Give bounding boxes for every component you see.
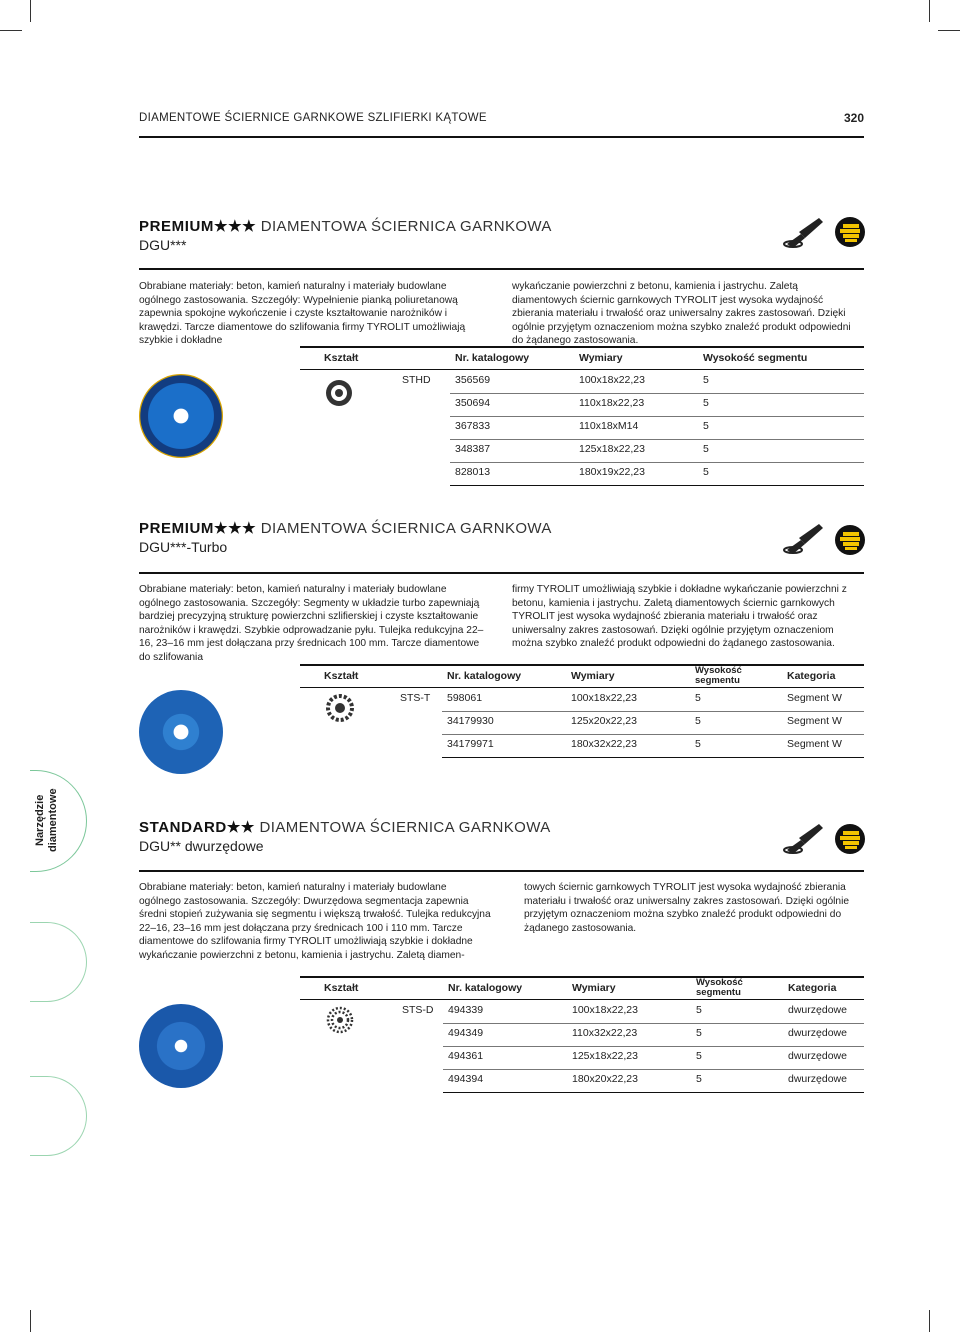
table-row <box>442 688 864 712</box>
table-header-row <box>300 346 864 370</box>
table-row <box>443 1000 864 1024</box>
product-image-sts-t <box>139 690 223 774</box>
segment-height: 5 <box>696 1050 702 1062</box>
category: dwurzędowe <box>788 1073 847 1085</box>
angle-grinder-icon <box>783 214 825 250</box>
crop-mark <box>0 30 22 31</box>
segment-height: 5 <box>703 397 709 409</box>
column-header: Kształt <box>324 982 359 994</box>
category: dwurzędowe <box>788 1027 847 1039</box>
section-subtitle: DGU*** <box>139 237 187 253</box>
side-tab[interactable] <box>30 922 87 1002</box>
table-header-row <box>300 664 864 688</box>
column-header: Wysokość segmentu <box>696 977 743 998</box>
table-row <box>450 370 864 394</box>
section-rule <box>139 870 864 872</box>
column-header: Wymiary <box>572 982 616 994</box>
section-title: PREMIUM★★★ DIAMENTOWA ŚCIERNICA GARNKOWA <box>139 218 552 235</box>
page-number: 320 <box>843 111 864 125</box>
segment-height: 5 <box>703 466 709 478</box>
description-col-2: firmy TYROLIT umożliwiają szybkie i dokładne wykańczanie powierzchni z betonu, kamienia i jastrychu. Zaletą diamentowych ściernic garnkowych TYROLIT jest wysoka wydajność zbierania materiału i trwałość oraz uniwersalny zakres zastosowań. Dzięki ogólnie przyjętym oznaczeniom można szybko znaleźć produkt odpowiedni do żądanego zastosowania. <box>512 584 847 650</box>
section-subtitle: DGU***-Turbo <box>139 539 228 555</box>
catalog-number: 367833 <box>455 420 491 432</box>
catalog-number: 34179971 <box>447 738 494 750</box>
description-col-1: Obrabiane materiały: beton, kamień naturalny i materiały budowlane ogólnego zastosowania. Szczegóły: Segmenty w układzie turbo zapewniają bardziej precyzyjną strukturę powierzchni szlifierskiej i czyste kształtowanie narożników i krawędzi. Szybkie odprowadzanie pyłu. Tulejka redukcyjna 22–16, 23–16 mm jest dołączana przy średnicach 100 mm. Tarcze diamentowe do szlifowania <box>139 584 484 663</box>
category: Segment W <box>787 715 842 727</box>
crop-mark <box>30 0 31 22</box>
catalog-number: 356569 <box>455 374 491 386</box>
catalog-number: 494349 <box>448 1027 484 1039</box>
product-image-sts-d <box>139 1004 223 1088</box>
header-rule <box>139 136 864 138</box>
description-col-2: towych ściernic garnkowych TYROLIT jest wysoka wydajność zbierania materiału i trwałość oraz uniwersalny zakres zastosowań. Dzięki ogólnie przyjętym oznaczeniom można szybko znaleźć produkt odpowiedni do żądanego zastosowania. <box>524 882 850 934</box>
table-row <box>442 711 864 735</box>
crop-mark <box>929 0 930 22</box>
segment-height: 5 <box>695 692 701 704</box>
brick-material-icon <box>835 824 865 854</box>
table-row <box>443 1069 864 1093</box>
table-row <box>450 462 864 486</box>
dimensions: 110x18xM14 <box>579 420 639 432</box>
section-title: PREMIUM★★★ DIAMENTOWA ŚCIERNICA GARNKOWA <box>139 520 552 537</box>
side-tab[interactable] <box>30 1076 87 1156</box>
angle-grinder-icon <box>783 820 825 856</box>
description-col-2: wykańczanie powierzchni z betonu, kamienia i jastrychu. Zaletą diamentowych ściernic garnkowych TYROLIT jest wysoka wydajność zbierania materiału i trwałość oraz uniwersalny zakres zastosowań. Dzięki ogólnie przyjętym oznaczeniom można szybko znaleźć produkt odpowiedni do żądanego zastosowania. <box>512 281 851 347</box>
side-tab-label: Narzędzie diamentowe <box>34 788 59 852</box>
table-header-row <box>300 976 864 1000</box>
brick-material-icon <box>835 525 865 555</box>
column-header: Nr. katalogowy <box>448 982 523 994</box>
catalog-number: 828013 <box>455 466 491 478</box>
column-header: Kształt <box>324 352 359 364</box>
table-row <box>450 439 864 463</box>
shape-code: STS-D <box>402 1004 434 1016</box>
dimensions: 100x18x22,23 <box>579 374 645 386</box>
dimensions: 125x18x22,23 <box>572 1050 638 1062</box>
table-row <box>443 1023 864 1047</box>
column-header: Kategoria <box>787 670 836 682</box>
shape-code: STS-T <box>400 692 431 704</box>
category: dwurzędowe <box>788 1004 847 1016</box>
shape-sts-t-icon <box>326 694 354 722</box>
crop-mark <box>929 1310 930 1332</box>
dimensions: 125x20x22,23 <box>571 715 637 727</box>
section-subtitle: DGU** dwurzędowe <box>139 838 264 854</box>
product-section-dgu-turbo <box>139 519 864 555</box>
column-header: Wymiary <box>579 352 623 364</box>
section-description <box>139 881 864 963</box>
column-header: Kategoria <box>788 982 837 994</box>
shape-code: STHD <box>402 374 431 386</box>
running-header: DIAMENTOWE ŚCIERNICE GARNKOWE SZLIFIERKI KĄTOWE <box>139 112 487 124</box>
segment-height: 5 <box>703 374 709 386</box>
category: Segment W <box>787 738 842 750</box>
segment-height: 5 <box>696 1073 702 1085</box>
catalog-number: 494339 <box>448 1004 484 1016</box>
table-row <box>443 1046 864 1070</box>
column-header: Kształt <box>324 670 359 682</box>
crop-mark <box>938 30 960 31</box>
column-header: Nr. katalogowy <box>447 670 522 682</box>
table-row <box>450 416 864 440</box>
product-section-dgu-standard <box>139 818 864 854</box>
section-title: STANDARD★★ DIAMENTOWA ŚCIERNICA GARNKOWA <box>139 819 551 836</box>
catalog-number: 494361 <box>448 1050 484 1062</box>
dimensions: 125x18x22,23 <box>579 443 645 455</box>
shape-sthd-icon <box>325 379 353 407</box>
segment-height: 5 <box>695 715 701 727</box>
dimensions: 110x18x22,23 <box>579 397 645 409</box>
product-section-dgu <box>139 217 864 253</box>
section-rule <box>139 572 864 574</box>
segment-height: 5 <box>703 420 709 432</box>
table-row <box>442 734 864 758</box>
catalog-number: 348387 <box>455 443 491 455</box>
crop-mark <box>30 1310 31 1332</box>
dimensions: 110x32x22,23 <box>572 1027 638 1039</box>
column-header: Wysokość segmentu <box>695 665 742 686</box>
segment-height: 5 <box>696 1027 702 1039</box>
description-col-1: Obrabiane materiały: beton, kamień naturalny i materiały budowlane ogólnego zastosowania. Szczegóły: Dwurzędowa segmentacja zapewnia średni stopień zużywania się segmentu i większą trwałość. Tulejka redukcyjna 22–16, 23–16 mm jest dołączana przy średnicach 100 i 110 mm. Tarcze diamentowe do szlifowania firmy TYROLIT umożliwiają szybkie i dokładne wykańczanie powierzchni z betonu, kamienia i jastrychu. Zaletą diamen- <box>139 882 491 961</box>
catalog-number: 598061 <box>447 692 483 704</box>
segment-height: 5 <box>695 738 701 750</box>
column-header: Nr. katalogowy <box>455 352 530 364</box>
category: Segment W <box>787 692 842 704</box>
shape-sts-d-icon <box>326 1006 354 1034</box>
catalog-number: 350694 <box>455 397 491 409</box>
angle-grinder-icon <box>783 520 825 556</box>
dimensions: 180x20x22,23 <box>572 1073 638 1085</box>
catalog-number: 494394 <box>448 1073 484 1085</box>
description-col-1: Obrabiane materiały: beton, kamień naturalny i materiały budowlane ogólnego zastosowania. Szczegóły: Wypełnienie pianką poliuretanową zapewnia spokojne wykończenie i czyste kształtowanie narożników i krawędzi. Tarcze diamentowe do szlifowania firmy TYROLIT umożliwiają szybkie i dokładne <box>139 281 466 347</box>
product-image-sthd <box>139 374 223 458</box>
section-rule <box>139 268 864 270</box>
section-description <box>139 583 864 665</box>
category: dwurzędowe <box>788 1050 847 1062</box>
column-header: Wymiary <box>571 670 615 682</box>
brick-material-icon <box>835 217 865 247</box>
segment-height: 5 <box>696 1004 702 1016</box>
segment-height: 5 <box>703 443 709 455</box>
section-description <box>139 280 864 348</box>
dimensions: 100x18x22,23 <box>572 1004 638 1016</box>
dimensions: 180x19x22,23 <box>579 466 645 478</box>
dimensions: 100x18x22,23 <box>571 692 637 704</box>
column-header: Wysokość segmentu <box>703 352 808 364</box>
catalog-number: 34179930 <box>447 715 494 727</box>
table-row <box>450 393 864 417</box>
dimensions: 180x32x22,23 <box>571 738 637 750</box>
